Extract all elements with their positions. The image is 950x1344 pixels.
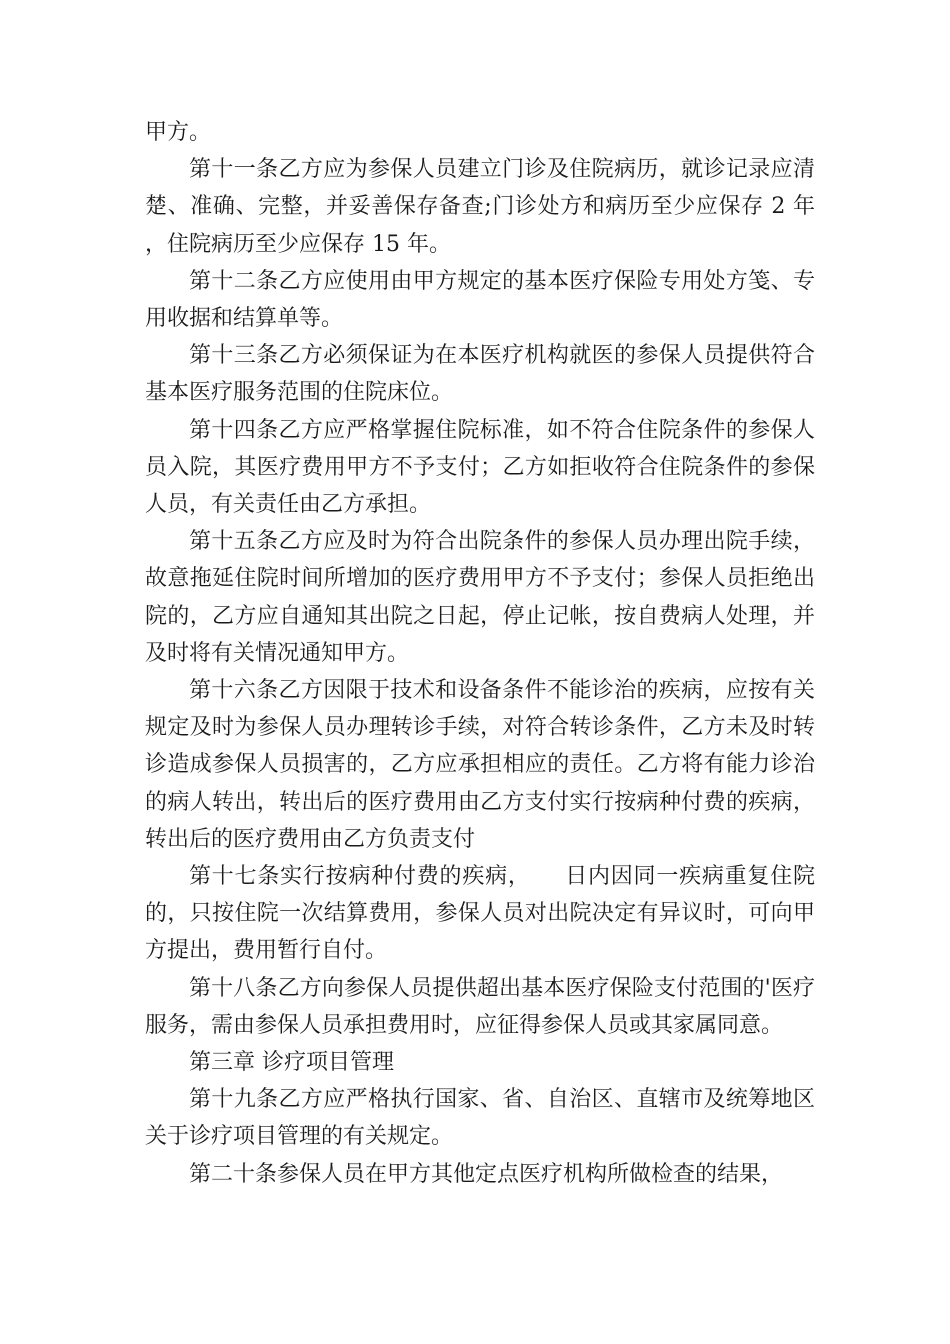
- chapter-heading-3: 第三章 诊疗项目管理: [189, 1050, 394, 1076]
- paragraph-article-16: 第十六条乙方因限于技术和设备条件不能诊治的疾病，应按有关规定及时为参保人员办理转诊手续，对符合转诊条件，乙方未及时转诊造成参保人员损害的，乙方应承担相应的责任。乙方将有能力诊治的病人转出，转出后的医疗费用由乙方支付实行按病种付费的疾病，转出后的医疗费用由乙方负责支付: [145, 678, 815, 852]
- paragraph-article-11: 第十一条乙方应为参保人员建立门诊及住院病历，就诊记录应清楚、准确、完整，并妥善保存备查;门诊处方和病历至少应保存 2 年，住院病历至少应保存 15 年。: [145, 157, 815, 257]
- paragraph-article-12: 第十二条乙方应使用由甲方规定的基本医疗保险专用处方笺、专用收据和结算单等。: [145, 268, 815, 332]
- paragraph-article-17: 第十七条实行按病种付费的疾病， 日内因同一疾病重复住院的，只按住院一次结算费用，参保人员对出院决定有异议时，可向甲方提出，费用暂行自付。: [145, 864, 815, 964]
- paragraph-article-20: 第二十条参保人员在甲方其他定点医疗机构所做检查的结果，: [189, 1161, 784, 1187]
- paragraph-article-15: 第十五条乙方应及时为符合出院条件的参保人员办理出院手续，故意拖延住院时间所增加的医疗费用甲方不予支付；参保人员拒绝出院的，乙方应自通知其出院之日起，停止记帐，按自费病人处理，并及时将有关情况通知甲方。: [145, 529, 815, 666]
- paragraph-article-14: 第十四条乙方应严格掌握住院标准，如不符合住院条件的参保人员入院，其医疗费用甲方不予支付；乙方如拒收符合住院条件的参保人员，有关责任由乙方承担。: [145, 417, 815, 518]
- document-body: [145, 114, 815, 1193]
- paragraph-article-19: 第十九条乙方应严格执行国家、省、自治区、直辖市及统筹地区关于诊疗项目管理的有关规定。: [145, 1087, 815, 1150]
- paragraph-continuation: 甲方。: [145, 120, 212, 145]
- paragraph-article-13: 第十三条乙方必须保证为在本医疗机构就医的参保人员提供符合基本医疗服务范围的住院床位。: [145, 343, 815, 406]
- paragraph-article-18: 第十八条乙方向参保人员提供超出基本医疗保险支付范围的'医疗服务，需由参保人员承担费用时，应征得参保人员或其家属同意。: [145, 975, 815, 1038]
